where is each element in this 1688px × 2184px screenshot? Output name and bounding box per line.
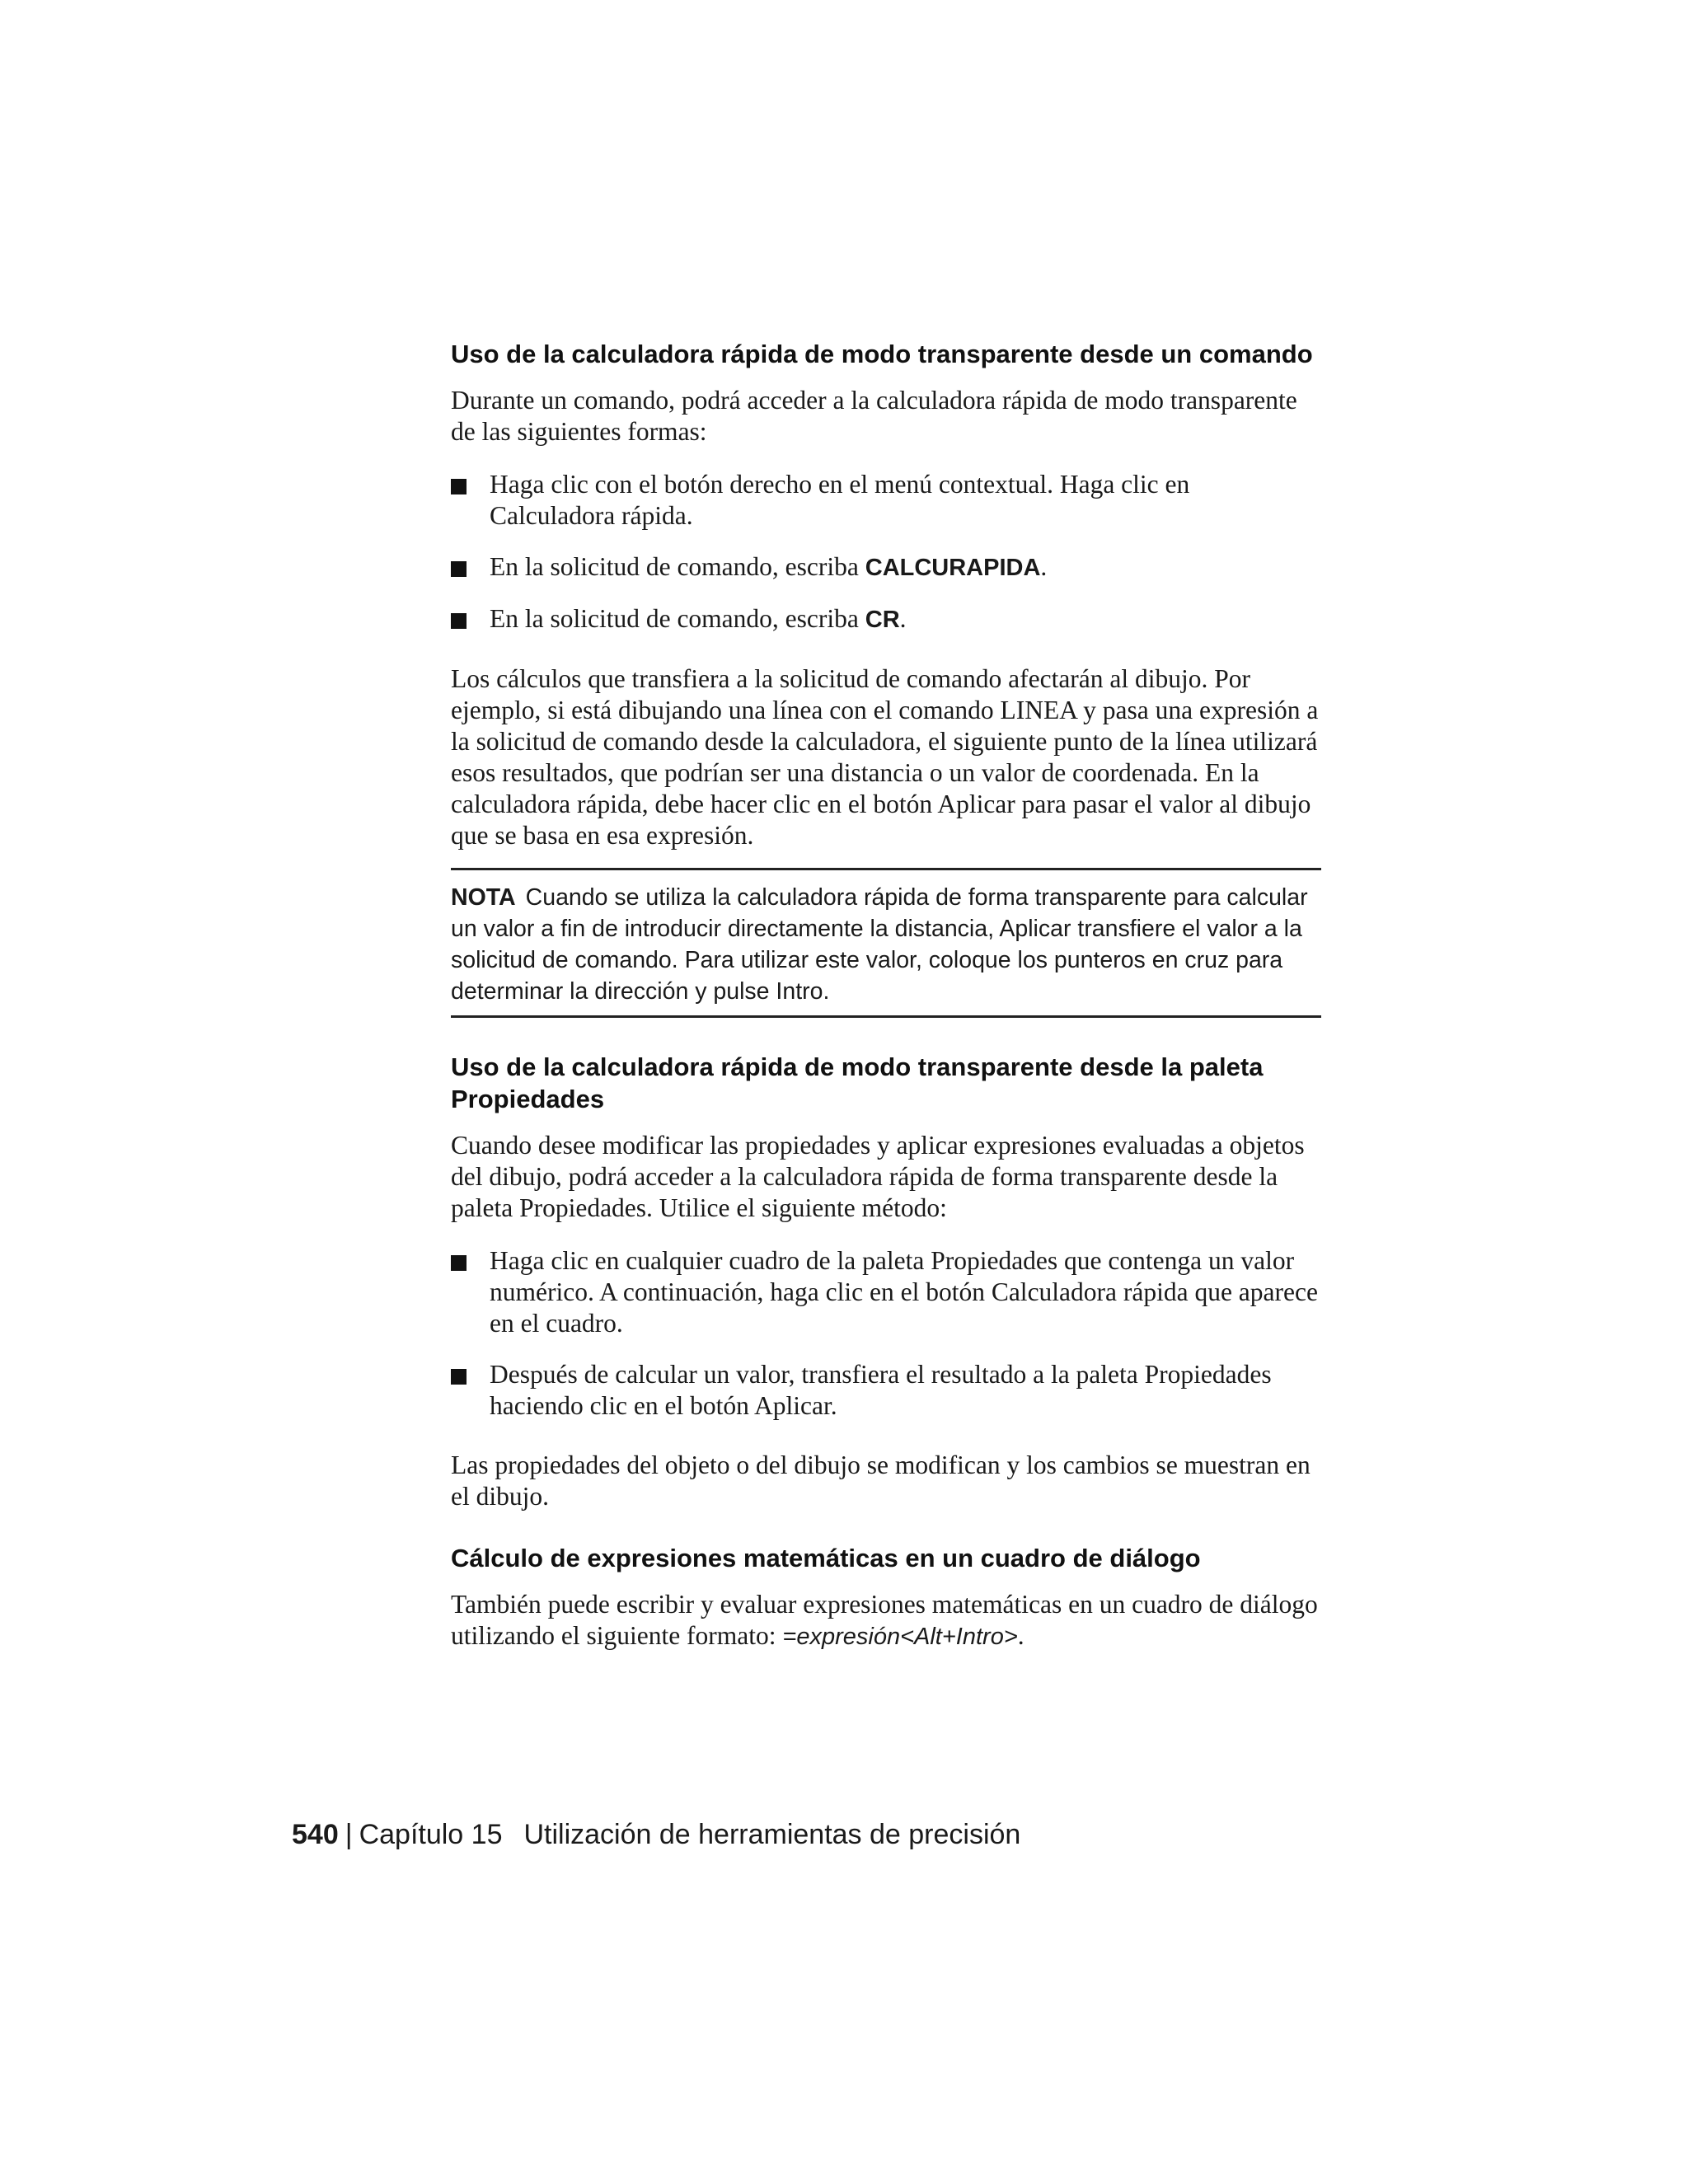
chapter-title: Utilización de herramientas de precisión xyxy=(523,1819,1021,1850)
list-item-text: Haga clic en cualquier cuadro de la paleta Propiedades que contenga un valor numérico. A continuación, haga clic en el botón Calculadora rápida que aparece en el cuadro. xyxy=(490,1246,1318,1338)
section-body-dialogo xyxy=(451,1589,1321,1652)
list-item-text: En la solicitud de comando, escriba xyxy=(490,552,865,581)
section-heading-comando: Uso de la calculadora rápida de modo transparente desde un comando xyxy=(451,340,1313,368)
section-body-paleta: Las propiedades del objeto o del dibujo se modifican y los cambios se muestran en el dibujo. xyxy=(451,1451,1311,1511)
section-heading-dialogo: Cálculo de expresiones matemáticas en un cuadro de diálogo xyxy=(451,1544,1201,1572)
list-item xyxy=(451,603,1321,635)
section-intro-comando: Durante un comando, podrá acceder a la calculadora rápida de modo transparente de las siguientes formas: xyxy=(451,386,1297,446)
list-item xyxy=(451,1359,1321,1422)
note-box xyxy=(451,868,1321,1018)
list-item xyxy=(451,469,1321,532)
section-intro-paleta: Cuando desee modificar las propiedades y aplicar expresiones evaluadas a objetos del dibujo, podrá acceder a la calculadora rápida de forma transparente desde la paleta Propiedades. Utilice el siguiente método: xyxy=(451,1131,1305,1222)
list-item-suffix: . xyxy=(899,604,907,633)
list-item-text: En la solicitud de comando, escriba xyxy=(490,604,865,633)
page-footer xyxy=(292,1816,1020,1853)
square-bullet-icon xyxy=(451,1255,467,1271)
command-name: CR xyxy=(865,607,900,633)
square-bullet-icon xyxy=(451,479,467,494)
list-item-suffix: . xyxy=(1040,552,1048,581)
section-heading-paleta: Uso de la calculadora rápida de modo transparente desde la paleta Propiedades xyxy=(451,1052,1264,1113)
square-bullet-icon xyxy=(451,561,467,577)
command-name: CALCURAPIDA xyxy=(865,555,1041,581)
section-body-comando: Los cálculos que transfiera a la solicitud de comando afectarán al dibujo. Por ejemplo, si está dibujando una línea con el comando LINEA y pasa una expresión a la solicitud de comando desde la calculadora, el siguiente punto de la línea utilizará esos resultados, que podrían ser una distancia o un valor de coordenada. En la calculadora rápida, debe hacer clic en el botón Aplicar para pasar el valor al dibujo que se basa en esa expresión. xyxy=(451,664,1319,850)
list-item-text: Haga clic con el botón derecho en el menú contextual. Haga clic en Calculadora rápida. xyxy=(490,470,1190,530)
square-bullet-icon xyxy=(451,1369,467,1385)
bullet-list-paleta xyxy=(451,1245,1321,1422)
body-suffix: . xyxy=(1017,1621,1025,1650)
page-content xyxy=(451,338,1321,1652)
bullet-list-comando xyxy=(451,469,1321,635)
footer-separator: | xyxy=(345,1819,353,1850)
list-item xyxy=(451,1245,1321,1339)
format-expression: =expresión<Alt+Intro> xyxy=(782,1624,1018,1650)
chapter-label: Capítulo 15 xyxy=(359,1819,503,1850)
list-item-text: Después de calcular un valor, transfiera el resultado a la paleta Propiedades haciendo clic en el botón Aplicar. xyxy=(490,1360,1272,1420)
note-text: Cuando se utiliza la calculadora rápida de forma transparente para calcular un valor a fin de introducir directamente la distancia, Aplicar transfiere el valor a la solicitud de comando. Para utilizar este valor, coloque los punteros en cruz para determinar la dirección y pulse Intro. xyxy=(451,884,1308,1005)
note-label: NOTA xyxy=(451,884,516,911)
list-item xyxy=(451,551,1321,583)
body-text: También puede escribir y evaluar expresiones matemáticas en un cuadro de diálogo utilizando el siguiente formato: xyxy=(451,1590,1318,1650)
page-number: 540 xyxy=(292,1819,339,1850)
square-bullet-icon xyxy=(451,613,467,629)
